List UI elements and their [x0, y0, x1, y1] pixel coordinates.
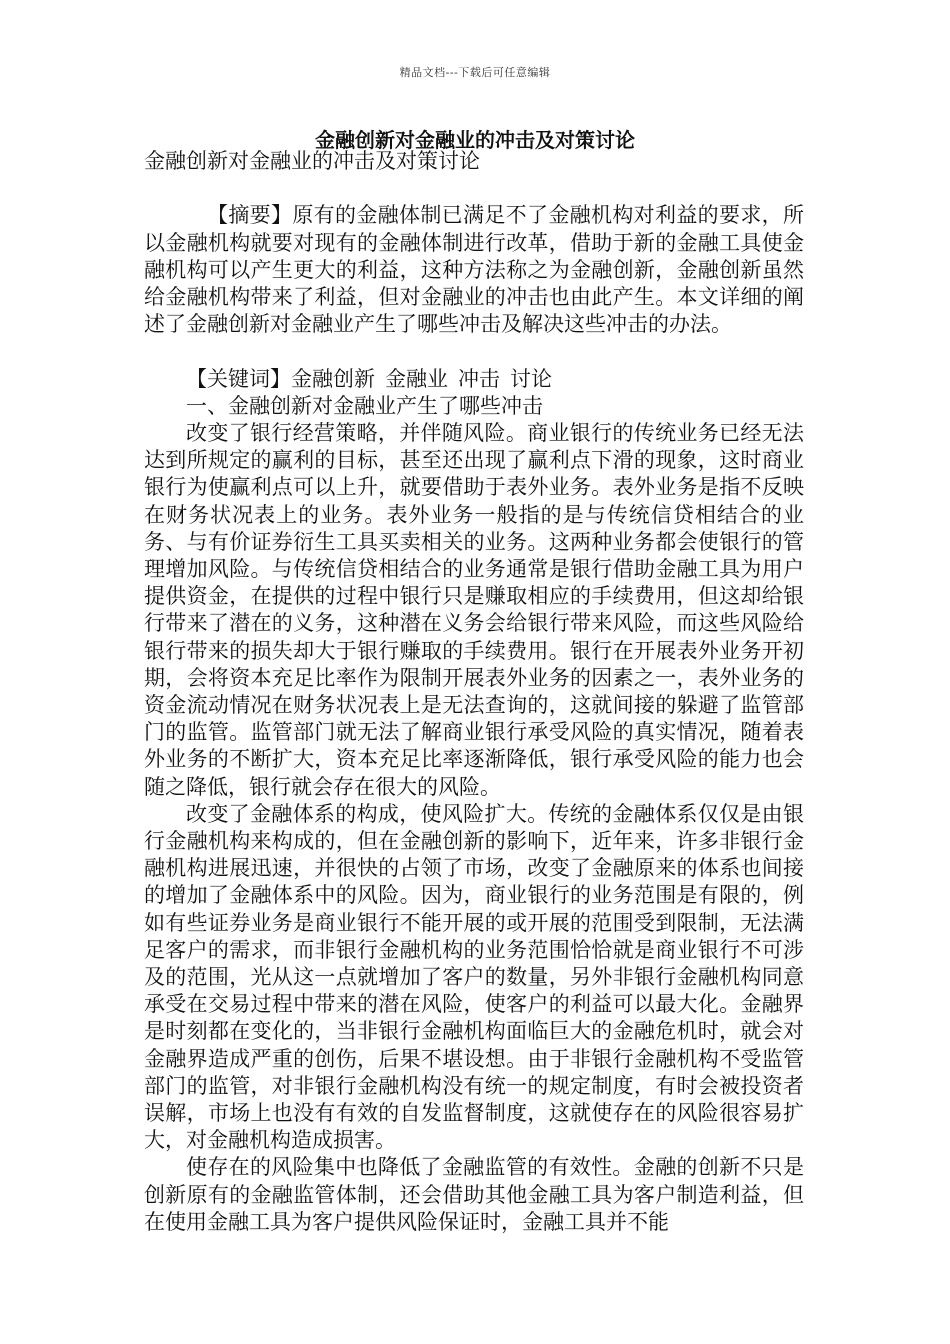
- keywords-line: [144, 366, 804, 393]
- header-note: 精品文档---下载后可任意编辑: [399, 66, 551, 79]
- blank-line: [144, 175, 804, 202]
- keyword-item: 讨论: [510, 366, 552, 391]
- document-body: [144, 148, 804, 1236]
- blank-line: [144, 338, 804, 365]
- body-paragraph: 使存在的风险集中也降低了金融监管的有效性。金融的创新不只是创新原有的金融监管体制，还会借助其他金融工具为客户制造利益，但在使用金融工具为客户提供风险保证时，金融工具并不能: [144, 1155, 804, 1234]
- keyword-item: 金融业: [385, 366, 448, 391]
- body-paragraph: 改变了银行经营策略，并伴随风险。商业银行的传统业务已经无法达到所规定的赢利的目标，甚至还出现了赢利点下滑的现象，这时商业银行为使赢利点可以上升，就要借助于表外业务。表外业务是指不反映在财务状况表上的业务。表外业务一般指的是与传统信贷相结合的业务、与有价证券衍生工具买卖相关的业务。这两种业务都会使银行的管理增加风险。与传统信贷相结合的业务通常是银行借助金融工具为用户提供资金，在提供的过程中银行只是赚取相应的手续费用，但这却给银行带来了潜在的义务，这种潜在义务会给银行带来风险，而这些风险给银行带来的损失却大于银行赚取的手续费用。银行在开展表外业务开初期，会将资本充足比率作为限制开展表外业务的因素之一，表外业务的资金流动情况在财务状况表上是无法查询的，这就间接的躲避了监管部门的监管。监管部门就无法了解商业银行承受风险的真实情况，随着表外业务的不断扩大，资本充足比率逐渐降低，银行承受风险的能力也会随之降低，银行就会存在很大的风险。: [144, 421, 804, 799]
- keyword-item: 金融创新: [291, 366, 375, 391]
- keywords-label: 【关键词】: [186, 366, 291, 391]
- keyword-item: 冲击: [458, 366, 500, 391]
- body-paragraph: 改变了金融体系的构成，使风险扩大。传统的金融体系仅仅是由银行金融机构来构成的，但在金融创新的影响下，近年来，许多非银行金融机构进展迅速，并很快的占领了市场，改变了金融原来的体系也间接的增加了金融体系中的风险。因为，商业银行的业务范围是有限的，例如有些证券业务是商业银行不能开展的或开展的范围受到限制，无法满足客户的需求，而非银行金融机构的业务范围恰恰就是商业银行不可涉及的范围，光从这一点就增加了客户的数量，另外非银行金融机构同意承受在交易过程中带来的潜在风险，使客户的利益可以最大化。金融界是时刻都在变化的，当非银行金融机构面临巨大的金融危机时，就会对金融界造成严重的创伤，后果不堪设想。由于非银行金融机构不受监管部门的监管，对非银行金融机构没有统一的规定制度，有时会被投资者误解，市场上也没有有效的自发监督制度，这就使存在的风险很容易扩大，对金融机构造成损害。: [144, 801, 804, 1153]
- document-title: 金融创新对金融业的冲击及对策讨论: [315, 128, 635, 152]
- document-subtitle: 金融创新对金融业的冲击及对策讨论: [144, 149, 480, 173]
- section-heading: 一、金融创新对金融业产生了哪些冲击: [186, 393, 543, 418]
- abstract-paragraph: 【摘要】原有的金融体制已满足不了金融机构对利益的要求，所以金融机构就要对现有的金融体制进行改革，借助于新的金融工具使金融机构可以产生更大的利益，这种方法称之为金融创新，金融创新虽然给金融机构带来了利益，但对金融业的冲击也由此产生。本文详细的阐述了金融创新对金融业产生了哪些冲击及解决这些冲击的办法。: [144, 203, 804, 337]
